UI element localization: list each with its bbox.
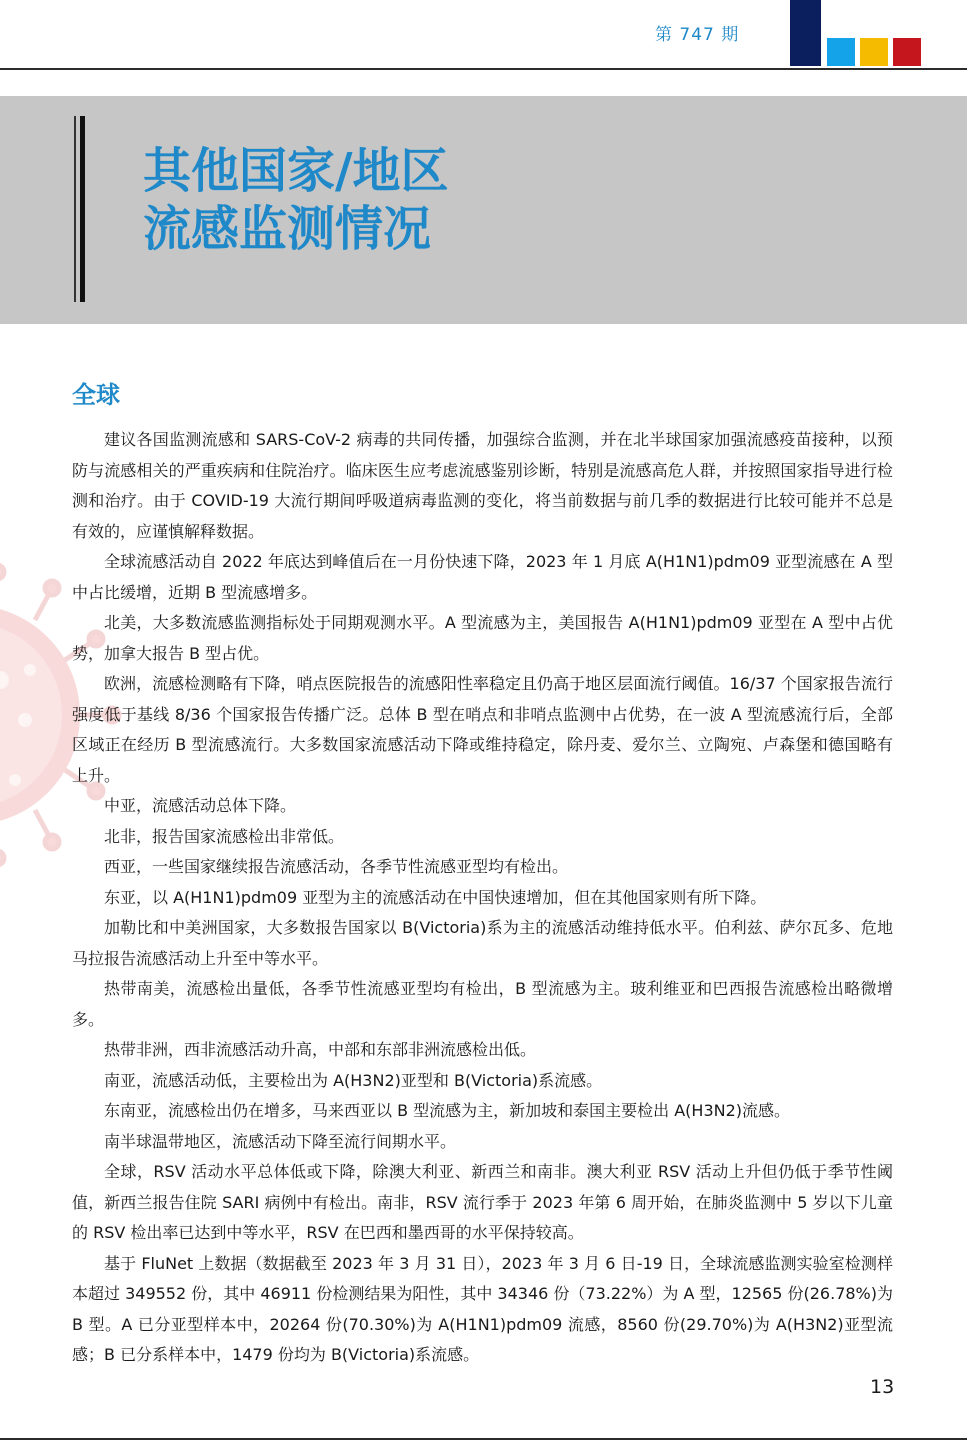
header-color-blocks — [790, 0, 930, 68]
page-number: 13 — [870, 1376, 895, 1398]
header-divider — [0, 68, 967, 70]
issue-number: 第 747 期 — [655, 25, 740, 45]
paragraph: 中亚，流感活动总体下降。 — [104, 796, 297, 815]
paragraph: 欧洲，流感检测略有下降，哨点医院报告的流感阳性率稳定且仍高于地区层面流行阈值。16/37 个国家报告流行强度低于基线 8/36 个国家报告传播广泛。总体 B 型在哨点和非哨点监测中占优势，在一波 A 型流感流行后，全部区域正在经历 B 型流感流行。大多数国家流感活动下降或维持稳定，除丹麦、爱尔兰、立陶宛、卢森堡和德国略有上升。 — [72, 674, 893, 785]
paragraph: 基于 FluNet 上数据（数据截至 2023 年 3 月 31 日），2023 年 3 月 6 日-19 日，全球流感监测实验室检测样本超过 349552 份，其中 46911 份检测结果为阳性，其中 34346 份（73.22%）为 A 型，12565 份(26.78%)为 B 型。A 已分亚型样本中，20264 份(70.30%)为 A(H1N1)pdm09 流感，8560 份(29.70%)为 A(H3N2)亚型流感；B 已分系样本中，1479 份均为 B(Victoria)系流感。 — [72, 1253, 893, 1364]
paragraph: 南亚，流感活动低，主要检出为 A(H3N2)亚型和 B(Victoria)系流感。 — [104, 1070, 603, 1090]
chapter-title-line-2: 流感监测情况 — [143, 201, 432, 257]
banner-accent-bar-thin — [74, 116, 76, 302]
paragraph: 热带南美，流感检出量低，各季节性流感亚型均有检出，B 型流感为主。玻利维亚和巴西报告流感检出略微增多。 — [72, 979, 893, 1029]
paragraph: 加勒比和中美洲国家，大多数报告国家以 B(Victoria)系为主的流感活动维持低水平。伯利兹、萨尔瓦多、危地马拉报告流感活动上升至中等水平。 — [72, 918, 893, 968]
article-body — [72, 425, 893, 1371]
chapter-title — [143, 142, 449, 258]
navy-block — [790, 0, 821, 66]
section-title: 全球 — [72, 381, 120, 409]
paragraph: 建议各国监测流感和 SARS-CoV-2 病毒的共同传播，加强综合监测，并在北半球国家加强流感疫苗接种，以预防与流感相关的严重疾病和住院治疗。临床医生应考虑流感鉴别诊断，特别是流感高危人群，并按照国家指导进行检测和治疗。由于 COVID-19 大流行期间呼吸道病毒监测的变化，将当前数据与前几季的数据进行比较可能并不总是有效的，应谨慎解释数据。 — [72, 430, 893, 541]
paragraph: 热带非洲，西非流感活动升高，中部和东部非洲流感检出低。 — [104, 1040, 537, 1059]
paragraph: 全球，RSV 活动水平总体低或下降，除澳大利亚、新西兰和南非。澳大利亚 RSV 活动上升但仍低于季节性阈值，新西兰报告住院 SARI 病例中有检出。南非，RSV 流行季于 2023 年第 6 周开始，在肺炎监测中 5 岁以下儿童的 RSV 检出率已达到中等水平，RSV 在巴西和墨西哥的水平保持较高。 — [72, 1162, 893, 1242]
paragraph: 全球流感活动自 2022 年底达到峰值后在一月份快速下降，2023 年 1 月底 A(H1N1)pdm09 亚型流感在 A 型中占比缓增，近期 B 型流感增多。 — [72, 552, 893, 602]
paragraph: 西亚，一些国家继续报告流感活动，各季节性流感亚型均有检出。 — [104, 857, 569, 876]
yellow-block — [860, 38, 888, 66]
cyan-block — [827, 38, 855, 66]
paragraph: 南半球温带地区，流感活动下降至流行间期水平。 — [104, 1131, 457, 1151]
paragraph: 东亚，以 A(H1N1)pdm09 亚型为主的流感活动在中国快速增加，但在其他国家则有所下降。 — [104, 887, 767, 907]
footer-divider — [0, 1438, 967, 1440]
paragraph: 东南亚，流感检出仍在增多，马来西亚以 B 型流感为主，新加坡和泰国主要检出 A(H3N2)流感。 — [104, 1101, 791, 1120]
paragraph: 北美，大多数流感监测指标处于同期观测水平。A 型流感为主，美国报告 A(H1N1)pdm09 亚型在 A 型中占优势，加拿大报告 B 型占优。 — [72, 613, 893, 663]
paragraph: 北非，报告国家流感检出非常低。 — [104, 826, 345, 846]
banner-accent-bar — [80, 116, 85, 302]
red-block — [893, 38, 921, 66]
chapter-title-line-1: 其他国家/地区 — [143, 143, 449, 199]
